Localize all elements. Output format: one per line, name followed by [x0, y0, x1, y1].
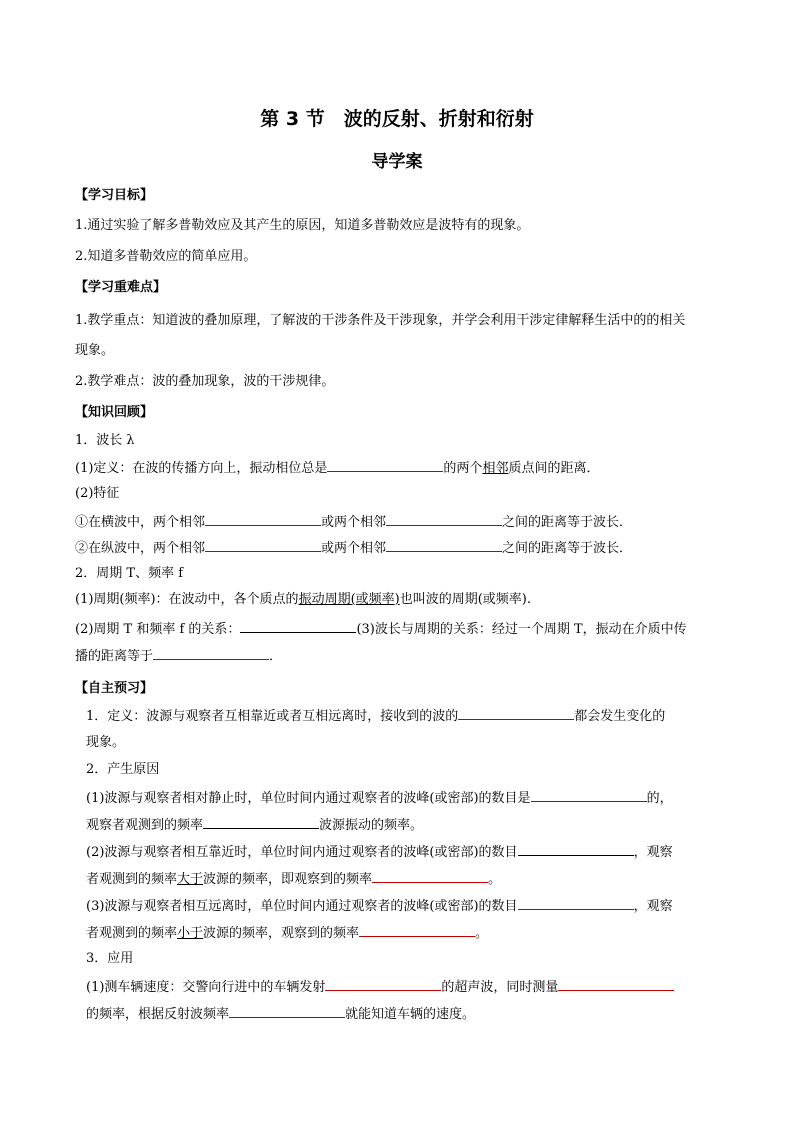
keypoints-heading: 【学习重难点】	[75, 280, 167, 295]
answer-blank[interactable]	[205, 511, 321, 526]
doppler-definition-cont: 现象。	[86, 735, 126, 750]
review-heading: 【知识回顾】	[75, 405, 154, 420]
cause-3: (3)波源与观察者相互远离时，单位时间内通过观察者的波峰(或密部)的数目 ，观察	[86, 895, 673, 917]
objective-2: 2.知道多普勒效应的简单应用。	[75, 249, 257, 264]
transverse-line: ①在横波中，两个相邻 或两个相邻 之间的距离等于波长．	[75, 511, 632, 533]
answer-blank[interactable]	[386, 511, 502, 526]
period-relation-cont: 播的距离等于 ．	[75, 645, 282, 667]
answer-blank[interactable]	[518, 895, 634, 910]
cause-title: 2．产生原因	[86, 762, 160, 777]
answer-blank[interactable]	[205, 537, 321, 552]
focus-line-1: 1.教学重点：知道波的叠加原理，了解波的干涉条件及干涉现象，并学会利用干涉定律解释生活中的的相关	[75, 313, 686, 328]
application-1: (1)测车辆速度：交警向行进中的车辆发射 的超声波，同时测量	[86, 976, 674, 998]
answer-blank[interactable]	[153, 645, 269, 660]
answer-blank[interactable]	[229, 1003, 345, 1018]
answer-blank[interactable]	[531, 787, 647, 802]
answer-blank[interactable]	[518, 841, 634, 856]
answer-blank[interactable]	[327, 457, 443, 472]
answer-blank[interactable]	[203, 814, 319, 829]
doppler-definition: 1．定义：波源与观察者互相靠近或者互相远离时，接收到的波的 都会发生变化的	[86, 705, 665, 727]
wavelength-feature: (2)特征	[75, 486, 120, 501]
answer-blank[interactable]	[240, 618, 356, 633]
period-relation: (2)周期 T 和频率 f 的关系： (3)波长与周期的关系：经过一个周期 T，振动在介质中传	[75, 618, 687, 640]
focus-line-2: 现象。	[75, 343, 115, 358]
longitudinal-line: ②在纵波中，两个相邻 或两个相邻 之间的距离等于波长．	[75, 537, 632, 559]
answer-blank[interactable]	[458, 705, 574, 720]
cause-3-cont: 者观测到的频率小于波源的频率，观察到的频率 。	[86, 922, 488, 944]
objective-1: 1.通过实验了解多普勒效应及其产生的原因，知道多普勒效应是波特有的现象。	[75, 218, 530, 233]
cause-2: (2)波源与观察者相互靠近时，单位时间内通过观察者的波峰(或密部)的数目 ，观察	[86, 841, 673, 863]
page-title: 第 3 节 波的反射、折射和衍射	[260, 108, 534, 130]
preview-heading: 【自主预习】	[75, 681, 154, 696]
answer-blank[interactable]	[386, 537, 502, 552]
page-subtitle: 导学案	[371, 152, 423, 172]
answer-blank[interactable]	[359, 922, 475, 937]
period-definition: (1)周期(频率)：在波动中，各个质点的振动周期(或频率)也叫波的周期(或频率).	[75, 592, 531, 607]
wavelength-title: 1．波长 λ	[75, 433, 135, 448]
wavelength-definition: (1)定义：在波的传播方向上，振动相位总是 的两个相邻质点间的距离．	[75, 457, 599, 479]
application-title: 3．应用	[86, 951, 134, 966]
application-1-cont: 的频率，根据反射波频率 就能知道车辆的速度。	[86, 1003, 475, 1025]
cause-1-cont: 观察者观测到的频率 波源振动的频率。	[86, 814, 423, 836]
difficulty-line: 2.教学难点：波的叠加现象，波的干涉规律。	[75, 374, 335, 389]
cause-2-cont: 者观测到的频率大于波源的频率，即观察到的频率 。	[86, 868, 501, 890]
objectives-heading: 【学习目标】	[75, 188, 154, 203]
answer-blank[interactable]	[372, 868, 488, 883]
answer-blank[interactable]	[325, 976, 441, 991]
answer-blank[interactable]	[558, 976, 674, 991]
cause-1: (1)波源与观察者相对静止时，单位时间内通过观察者的波峰(或密部)的数目是 的，	[86, 787, 673, 809]
period-title: 2．周期 T、频率 f	[75, 566, 184, 581]
